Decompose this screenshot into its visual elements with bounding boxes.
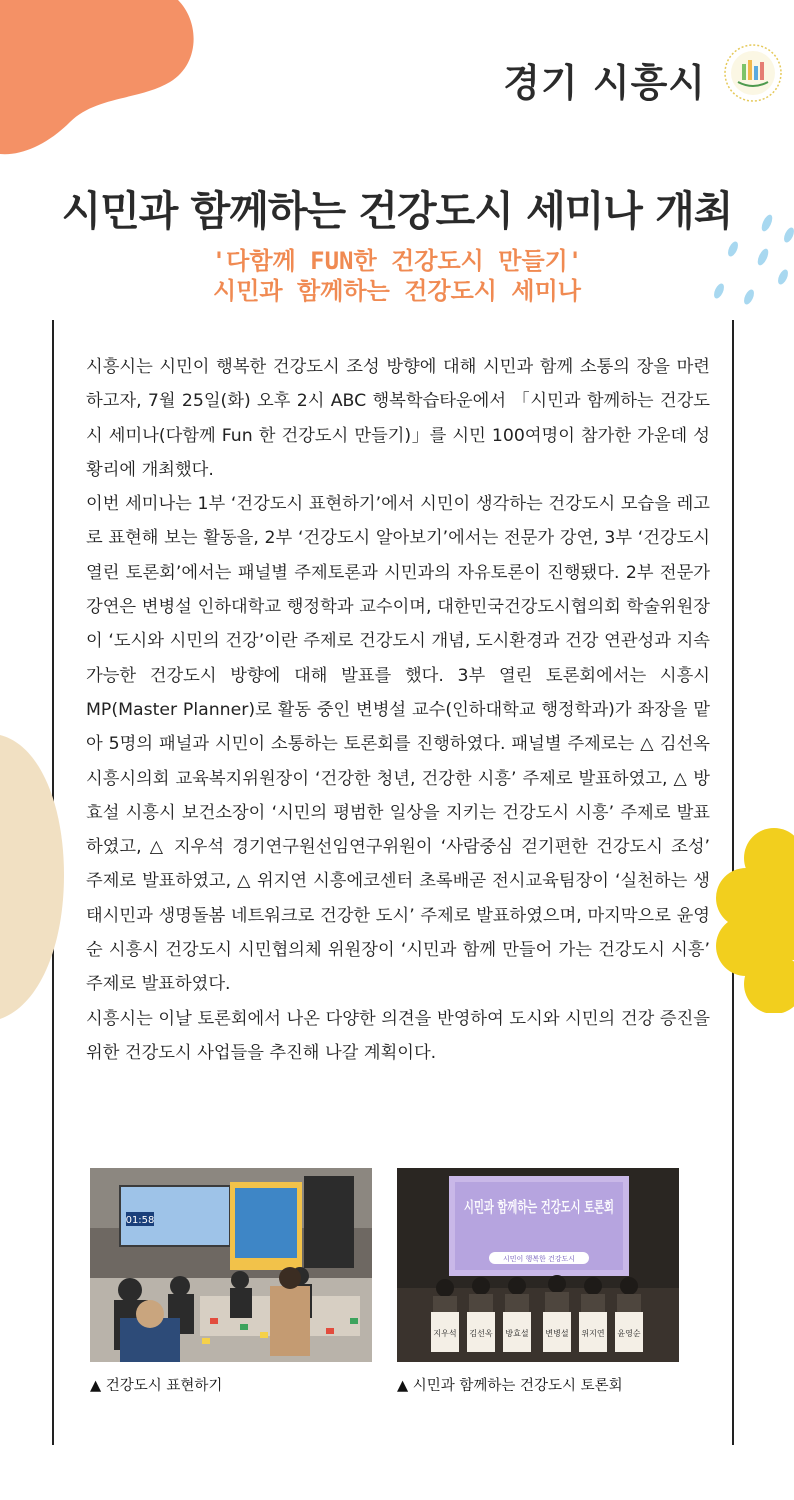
region-title: 경기 시흥시 — [503, 61, 706, 105]
article-title: 시민과 함께하는 건강도시 세미나 개최 — [61, 187, 733, 235]
panel-name-tag: 지우석 — [433, 1329, 457, 1338]
panel-name-tag: 변병설 — [545, 1329, 569, 1338]
body-paragraph: 시흥시는 시민이 행복한 건강도시 조성 방향에 대해 시민과 함께 소통의 장을 마련하고자, 7월 25일(화) 오후 2시 ABC 행복학습타운에서 「시민과 함께하는 건강도시 세미나(다함께 Fun 한 건강도시 만들기)」를 시민 100여명이 참가한 가운데 성황리에 개최했다. — [86, 357, 710, 480]
article-subtitle — [0, 246, 794, 306]
photo-lego-activity — [90, 1168, 372, 1362]
photo-caption: ▲ 시민과 함께하는 건강도시 토론회 — [397, 1378, 623, 1394]
article-body — [86, 350, 710, 1070]
orange-blob-decoration — [0, 0, 200, 160]
photo-caption: ▲ 건강도시 표현하기 — [90, 1378, 223, 1394]
panel-name-tag: 방효설 — [505, 1329, 529, 1338]
body-paragraph: 시흥시는 이날 토론회에서 나온 다양한 의견을 반영하여 도시와 시민의 건강 증진을 위한 건강도시 사업들을 추진해 나갈 계획이다. — [86, 1008, 710, 1063]
subtitle-line-1: '다함께 FUN한 건강도시 만들기' — [211, 247, 583, 275]
photo-panel-discussion — [397, 1168, 679, 1362]
screen-subtitle: 시민이 행복한 건강도시 — [502, 1255, 576, 1263]
panel-name-tag: 위지연 — [581, 1329, 605, 1338]
beige-blob-decoration — [0, 735, 70, 1020]
lego-activity-illustration — [90, 1168, 372, 1362]
screen-timer: 01:58 — [125, 1215, 155, 1226]
panel-discussion-illustration — [397, 1168, 679, 1362]
healthy-cities-logo-icon — [722, 42, 784, 104]
screen-title: 시민과 함께하는 건강도시 토론회 — [464, 1198, 614, 1216]
panel-name-tag: 윤영순 — [617, 1329, 641, 1338]
panel-name-tag: 김선옥 — [469, 1329, 493, 1338]
subtitle-line-2: 시민과 함께하는 건강도시 세미나 — [213, 277, 581, 305]
yellow-flower-decoration — [712, 828, 794, 1013]
body-paragraph: 이번 세미나는 1부 ‘건강도시 표현하기’에서 시민이 생각하는 건강도시 모습을 레고로 표현해 보는 활동을, 2부 ‘건강도시 알아보기’에서는 전문가 강연, 3부 ‘건강도시 열린 토론회’에서는 패널별 주제토론과 시민과의 자유토론이 진행됐다. 2부 전문가 강연은 변병설 인하대학교 행정학과 교수이며, 대한민국건강도시협의회 학술위원장이 ‘도시와 시민의 건강’이란 주제로 건강도시 개념, 도시환경과 건강 연관성과 지속가능한 건강도시 방향에 대해 발표를 했다. 3부 열린 토론회에서는 시흥시 MP(Master Planner)로 활동 중인 변병설 교수(인하대학교 행정학과)가 좌장을 맡아 5명의 패널과 시민이 소통하는 토론회를 진행하였다. 패널별 주제로는 △ 김선옥 시흥시의회 교육복지위원장이 ‘건강한 청년, 건강한 시흥’ 주제로 발표하였고, △ 방효설 시흥시 보건소장이 ‘시민의 평범한 일상을 지키는 건강도시 시흥’ 주제로 발표하였고, △ 지우석 경기연구원선임연구위원이 ‘사람중심 걷기편한 건강도시 조성’ 주제로 발표하였고, △ 위지연 시흥에코센터 초록배곧 전시교육팀장이 ‘실천하는 생태시민과 생명돌봄 네트워크로 건강한 도시’ 주제로 발표하였으며, 마지막으로 윤영순 시흥시 건강도시 시민협의체 위원장이 ‘시민과 함께 만들어 가는 건강도시 시흥’ 주제로 발표하였다. — [86, 494, 710, 995]
